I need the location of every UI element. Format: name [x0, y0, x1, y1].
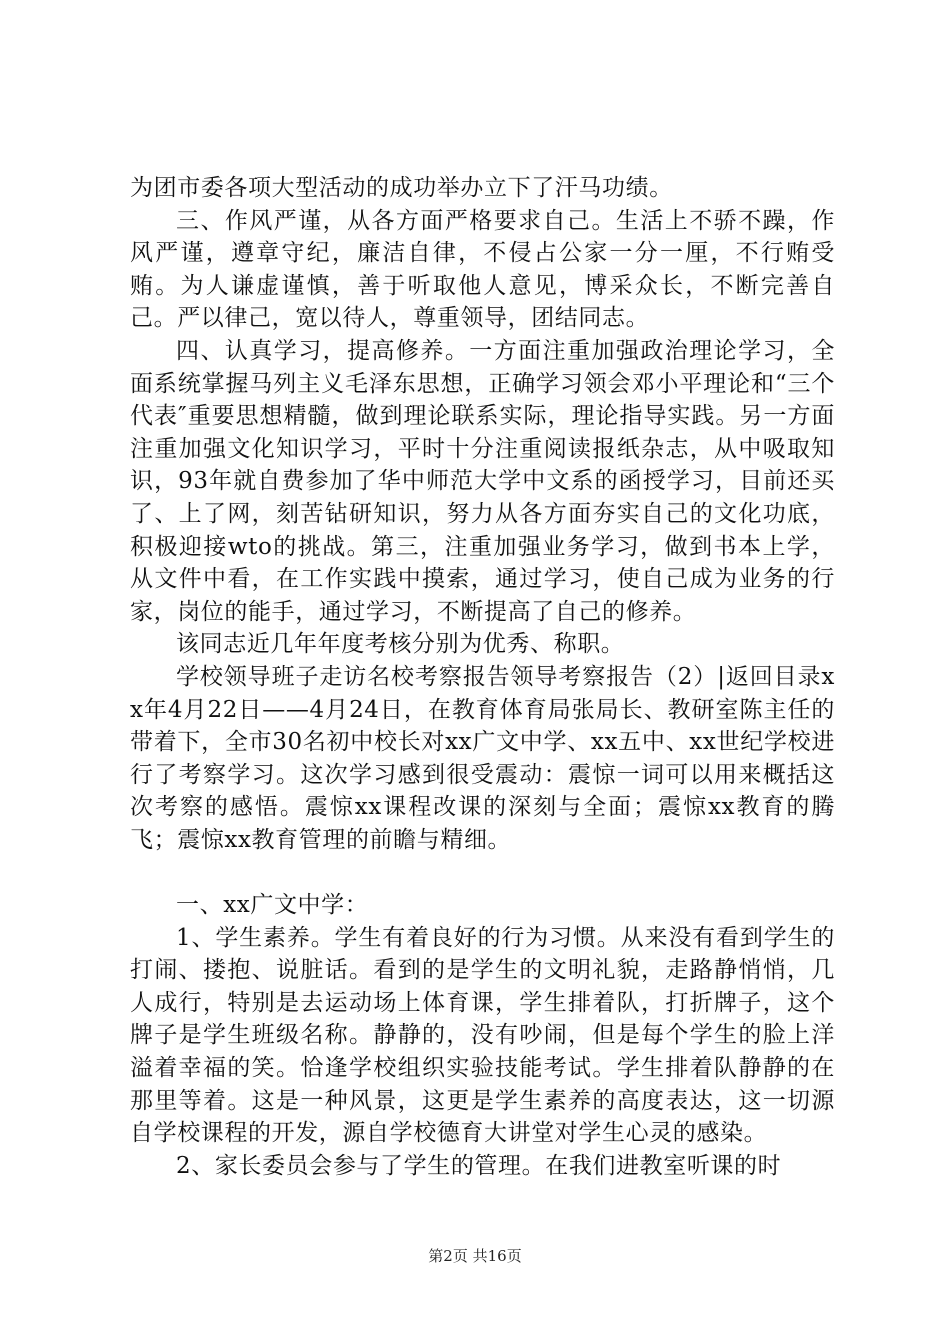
document-body [130, 172, 835, 1182]
paragraph-2: 三、作风严谨，从各方面严格要求自己。生活上不骄不躁，作风严谨，遵章守纪，廉洁自律，不侵占公家一分一厘，不行贿受贿。为人谦虚谨慎，善于听取他人意见，博采众长，不断完善自己。严以律己，宽以待人，尊重领导，团结同志。 [130, 207, 835, 332]
blank-line [130, 856, 835, 889]
paragraph-1: 为团市委各项大型活动的成功举办立下了汗马功绩。 [130, 175, 673, 201]
paragraph-7: 2、家长委员会参与了学生的管理。在我们进教室听课的时 [176, 1152, 782, 1179]
page-number: 第2页 共16页 [428, 1247, 522, 1265]
paragraph-6: 1、学生素养。学生有着良好的行为习惯。从来没有看到学生的打闹、搂抱、说脏话。看到的是学生的文明礼貌，走路静悄悄，几人成行，特别是去运动场上体育课，学生排着队，打折牌子，这个牌子是学生班级名称。静静的，没有吵闹，但是每个学生的脸上洋溢着幸福的笑。恰逢学校组织实验技能考试。学生排着队静静的在那里等着。这是一种风景，这更是学生素养的高度表达，这一切源自学校课程的开发，源自学校德育大讲堂对学生心灵的感染。 [130, 924, 835, 1147]
paragraph-4: 该同志近几年年度考核分别为优秀、称职。 [176, 631, 625, 658]
paragraph-3: 四、认真学习，提高修养。一方面注重加强政治理论学习，全面系统掌握马列主义毛泽东思想，正确学习领会邓小平理论和“三个代表″重要思想精髓，做到理论联系实际，理论指导实践。另一方面注重加强文化知识学习，平时十分注重阅读报纸杂志，从中吸取知识，93年就自费参加了华中师范大学中文系的函授学习，目前还买了、上了网，刻苦钻研知识，努力从各方面夯实自己的文化功底，积极迎接wto的挑战。第三，注重加强业务学习，做到书本上学，从文件中看，在工作实践中摸索，通过学习，使自己成为业务的行家，岗位的能手，通过学习，不断提高了自己的修养。 [130, 337, 835, 625]
section-heading: 一、xx广文中学： [176, 892, 369, 919]
paragraph-5: 学校领导班子走访名校考察报告领导考察报告（2）|返回目录xx年4月22日——4月24日，在教育体育局张局长、教研室陈主任的带着下，全市30名初中校长对xx广文中学、xx五中、xx世纪学校进行了考察学习。这次学习感到很受震动：震惊一词可以用来概括这次考察的感悟。震惊xx课程改课的深刻与全面；震惊xx教育的腾飞；震惊xx教育管理的前瞻与精细。 [130, 663, 835, 853]
